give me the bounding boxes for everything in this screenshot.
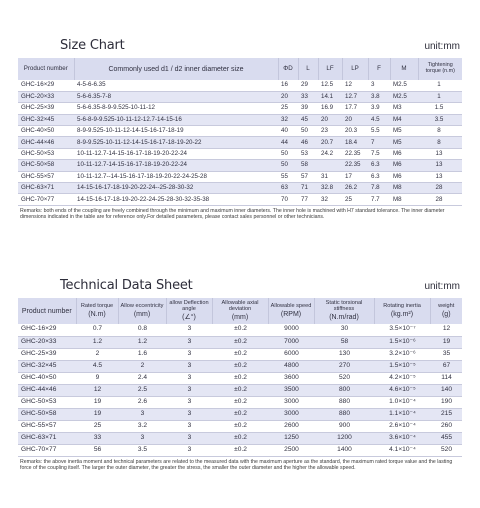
table-cell: 7.8 [368,183,390,194]
table-cell: 29 [298,80,318,91]
table-cell: 3 [166,444,212,456]
header-label: Allowable speed [270,302,312,309]
size-chart-body [18,80,462,205]
table-cell: 1 [418,91,462,102]
table-cell: ±0.2 [212,372,268,384]
table-cell: M5 [390,137,418,148]
table-cell: 3 [166,384,212,396]
size-chart-col-header: LF [318,58,342,80]
table-cell: 4.2×10⁻⁵ [374,372,430,384]
table-cell: 20 [318,114,342,125]
table-row [18,420,462,432]
size-chart-title: Size Chart [60,38,125,53]
table-cell: 44 [278,137,298,148]
table-cell: 8-9-9.525-10-11-12-14-15-16-17-18-19 [74,126,278,137]
table-row [18,372,462,384]
table-cell: 12 [430,324,462,336]
tech-sheet-col-header [118,298,166,324]
table-row [18,126,462,137]
table-cell: 25 [278,103,298,114]
table-cell: 12.7 [342,91,368,102]
table-cell: 25 [76,420,118,432]
tech-sheet-table [18,298,462,457]
size-chart-col-header: Tightening torque (n.m) [418,58,462,80]
table-cell: GHC-44×46 [18,384,76,396]
table-cell: 32.8 [318,183,342,194]
tech-sheet-body [18,324,462,456]
table-cell: 8 [418,137,462,148]
table-row [18,408,462,420]
size-chart-header [18,38,462,58]
table-cell: 19 [430,336,462,348]
table-cell: 35 [430,348,462,360]
table-row [18,384,462,396]
table-cell: 215 [430,408,462,420]
table-cell [318,160,342,171]
table-cell: 16.9 [318,103,342,114]
table-cell: 114 [430,372,462,384]
table-cell: M2.5 [390,91,418,102]
table-cell: 46 [298,137,318,148]
table-cell: GHC-50×53 [18,148,74,159]
table-cell: 2.4 [118,372,166,384]
table-row [18,194,462,205]
table-cell: 28 [418,183,462,194]
table-cell: GHC-40×50 [18,372,76,384]
table-cell: ±0.2 [212,360,268,372]
size-chart-remark: Remarks: both ends of the coupling are freely combined through the minimum and maximum inner diameters. The inner hole is machined with H7 standard tolerance. The inner diameter dimensions indicated in the table are for reference only.For detailed parameters, please contact sales personnel or other technicians. [20,207,445,221]
table-cell: 2.6×10⁻⁴ [374,420,430,432]
table-cell: 3.5 [418,114,462,125]
table-cell: 3 [368,80,390,91]
table-cell: 4.6×10⁻⁵ [374,384,430,396]
table-cell: 3.2 [118,420,166,432]
table-row [18,91,462,102]
table-cell: 5.5 [368,126,390,137]
table-cell: 900 [314,420,374,432]
table-row [18,336,462,348]
table-row [18,396,462,408]
table-cell: 0.8 [118,324,166,336]
table-cell: 3000 [268,396,314,408]
table-cell: 3 [166,396,212,408]
table-cell: GHC-50×53 [18,396,76,408]
table-cell: 130 [314,348,374,360]
table-cell: 13 [418,160,462,171]
table-cell: 3.6×10⁻⁴ [374,432,430,444]
table-cell: 12 [76,384,118,396]
table-cell: 3 [166,408,212,420]
tech-sheet-col-header [430,298,462,324]
table-cell: ±0.2 [212,444,268,456]
table-row [18,183,462,194]
table-cell: 1.5×10⁻⁶ [374,336,430,348]
size-chart-table [18,58,462,206]
tech-sheet-section [18,278,462,472]
table-cell: 9 [76,372,118,384]
table-cell: M8 [390,194,418,205]
tech-sheet-remark: Remarks: the above inertia moment and technical parameters are related to the measured data with the maximum aperture as the standard, the maximum rated torque value and the lasting force of the coupling itself. The larger the outer diameter, the greater the stress, the smaller the outer diameter and the higher the allowable speed. [20,458,453,472]
table-cell: 12 [342,80,368,91]
table-cell: 13 [418,171,462,182]
header-unit: (kg.m²) [390,311,414,319]
table-cell: 23 [318,126,342,137]
table-cell: 800 [314,384,374,396]
table-cell: GHC-32×45 [18,360,76,372]
table-cell: 8 [418,126,462,137]
size-chart-col-header: Commonly used d1 / d2 inner diameter size [74,58,278,80]
table-cell: GHC-40×50 [18,126,74,137]
table-cell: 3600 [268,372,314,384]
table-cell: 67 [430,360,462,372]
table-cell: 1.2 [76,336,118,348]
table-cell: ±0.2 [212,420,268,432]
table-cell: ±0.2 [212,348,268,360]
table-cell: 880 [314,408,374,420]
table-cell: 10-11-12.7--14-15-16-17-18-19-20-22-24-25-28 [74,171,278,182]
table-cell: 33 [298,91,318,102]
table-cell: 57 [298,171,318,182]
table-cell: 17.7 [342,103,368,114]
table-cell: 1.0×10⁻⁴ [374,396,430,408]
tech-sheet-header-row [18,298,462,324]
tech-sheet-col-header [166,298,212,324]
table-cell: 3 [166,336,212,348]
table-cell: 3000 [268,408,314,420]
table-cell: 13 [418,148,462,159]
table-cell: 0.7 [76,324,118,336]
tech-sheet-header [18,278,462,298]
table-cell: 4.1×10⁻⁴ [374,444,430,456]
table-cell: 32 [278,114,298,125]
table-cell: 31 [318,171,342,182]
header-label: Allow eccentricity [120,302,164,309]
table-cell: 2500 [268,444,314,456]
header-unit: (N.m) [88,311,106,319]
table-cell: M6 [390,148,418,159]
table-row [18,103,462,114]
table-cell: 10-11-12.7-14-15-16-17-18-19-20-22-24 [74,148,278,159]
table-cell: 9000 [268,324,314,336]
table-cell: GHC-16×29 [18,324,76,336]
table-cell: 3.2×10⁻⁶ [374,348,430,360]
table-cell: 3.5×10⁻⁷ [374,324,430,336]
table-cell: ±0.2 [212,396,268,408]
header-unit: (∠°) [182,314,196,322]
table-cell: 20 [342,114,368,125]
tech-sheet-title: Technical Data Sheet [60,278,193,293]
tech-sheet-col-header [212,298,268,324]
table-cell: M8 [390,183,418,194]
table-cell: 56 [76,444,118,456]
table-cell: 58 [298,160,318,171]
table-cell: 455 [430,432,462,444]
table-cell: 4.5 [76,360,118,372]
table-row [18,348,462,360]
table-cell: 20.3 [342,126,368,137]
size-chart-col-header: L [298,58,318,80]
header-unit: (RPM) [280,311,302,319]
table-cell: 3.9 [368,103,390,114]
table-cell: 25 [342,194,368,205]
table-cell: 3 [166,348,212,360]
tech-sheet-col-header [374,298,430,324]
table-cell: ±0.2 [212,336,268,348]
table-row [18,80,462,91]
table-cell: 3 [166,360,212,372]
table-cell: 71 [298,183,318,194]
table-cell: 70 [278,194,298,205]
tech-sheet-col-header [18,298,76,324]
table-cell: M6 [390,160,418,171]
table-cell: 2 [118,360,166,372]
table-cell: ±0.2 [212,384,268,396]
table-cell: 520 [430,444,462,456]
table-cell: GHC-16×29 [18,80,74,91]
table-cell: 1200 [314,432,374,444]
table-cell: 28 [418,194,462,205]
table-cell: 7.5 [368,148,390,159]
table-cell: 1.5 [418,103,462,114]
table-cell: 1.5×10⁻⁵ [374,360,430,372]
table-cell: 6.3 [368,160,390,171]
table-cell: GHC-25×39 [18,103,74,114]
table-cell: GHC-55×57 [18,171,74,182]
size-chart-col-header: LP [342,58,368,80]
table-cell: 22.35 [342,148,368,159]
header-label: Allowable axial deviation [221,299,259,312]
table-cell: 3.5 [118,444,166,456]
table-cell: 2 [76,348,118,360]
table-cell: GHC-20×33 [18,336,76,348]
table-cell: 7.7 [368,194,390,205]
table-cell: 2.5 [118,384,166,396]
size-chart-header-row [18,58,462,80]
header-label: weight [438,302,455,309]
table-cell: 50 [298,126,318,137]
table-cell: 140 [430,384,462,396]
table-cell: GHC-63×71 [18,432,76,444]
table-cell: M5 [390,126,418,137]
table-cell: 30 [314,324,374,336]
table-cell: 50 [278,148,298,159]
size-chart-col-header: M [390,58,418,80]
table-cell: 20.7 [318,137,342,148]
table-cell: 3 [166,420,212,432]
table-cell: ±0.2 [212,324,268,336]
table-cell: 5-6-6.35-7-8 [74,91,278,102]
table-cell: 55 [278,171,298,182]
table-cell: 270 [314,360,374,372]
table-cell: 7000 [268,336,314,348]
table-row [18,360,462,372]
size-chart-col-header: ΦD [278,58,298,80]
table-row [18,114,462,125]
size-chart-col-header: F [368,58,390,80]
table-cell: 58 [314,336,374,348]
table-cell: 32 [318,194,342,205]
table-cell: 50 [278,160,298,171]
table-cell: 77 [298,194,318,205]
table-cell: 880 [314,396,374,408]
table-cell: 190 [430,396,462,408]
table-cell: 6000 [268,348,314,360]
table-cell: 3 [166,432,212,444]
table-cell: 45 [298,114,318,125]
table-row [18,444,462,456]
table-cell: 5-6-8-9-9.525-10-11-12-12.7-14-15-16 [74,114,278,125]
table-cell: GHC-25×39 [18,348,76,360]
table-cell: 3 [118,408,166,420]
table-cell: 14.1 [318,91,342,102]
table-cell: 1.2 [118,336,166,348]
table-cell: 2600 [268,420,314,432]
table-cell: 8-9-9.525-10-11-12-14-15-16-17-18-19-20-22 [74,137,278,148]
table-cell: 40 [278,126,298,137]
table-cell: 3 [166,372,212,384]
size-chart-unit: unit:mm [424,41,460,52]
table-cell: 33 [76,432,118,444]
table-cell: 18.4 [342,137,368,148]
table-cell: 7 [368,137,390,148]
table-cell: ±0.2 [212,408,268,420]
table-cell: 19 [76,408,118,420]
size-chart-col-header: Product number [18,58,74,80]
table-cell: 4800 [268,360,314,372]
table-cell: 1 [418,80,462,91]
table-cell: 39 [298,103,318,114]
table-cell: 520 [314,372,374,384]
table-cell: 53 [298,148,318,159]
table-cell: GHC-20×33 [18,91,74,102]
table-cell: 260 [430,420,462,432]
table-cell: ±0.2 [212,432,268,444]
table-cell: 16 [278,80,298,91]
table-cell: 12.5 [318,80,342,91]
table-cell: 17 [342,171,368,182]
header-unit: (mm) [133,311,151,319]
table-cell: 3 [166,324,212,336]
table-cell: 20 [278,91,298,102]
table-cell: M6 [390,171,418,182]
table-row [18,324,462,336]
table-cell: 24.2 [318,148,342,159]
table-cell: GHC-63×71 [18,183,74,194]
table-cell: 14-15-16-17-18-19-20-22-24-25-28-30-32-35-38 [74,194,278,205]
header-label: Static torsional stiffness [325,299,363,312]
header-unit: (mm) [231,314,249,322]
table-cell: 3.8 [368,91,390,102]
table-cell: 3500 [268,384,314,396]
table-cell: 3 [118,432,166,444]
header-label: allow Deflection angle [169,299,209,312]
tech-sheet-col-header [76,298,118,324]
table-cell: 5-6-6.35-8-9-9.525-10-11-12 [74,103,278,114]
tech-sheet-col-header [268,298,314,324]
size-chart-section [18,38,462,221]
table-cell: 63 [278,183,298,194]
table-cell: 4-5-6-6.35 [74,80,278,91]
table-cell: 1400 [314,444,374,456]
header-label: Product number [21,307,72,315]
table-cell: 10-11-12.7-14-15-16-17-18-19-20-22-24 [74,160,278,171]
table-cell: M4 [390,114,418,125]
table-cell: 14-15-16-17-18-19-20-22-24--25-28-30-32 [74,183,278,194]
table-cell: GHC-50×58 [18,408,76,420]
table-cell: 1.6 [118,348,166,360]
table-row [18,160,462,171]
table-cell: 4.5 [368,114,390,125]
table-cell: 19 [76,396,118,408]
table-cell: GHC-55×57 [18,420,76,432]
header-unit: (g) [441,311,451,319]
table-cell: GHC-50×58 [18,160,74,171]
table-cell: GHC-70×77 [18,194,74,205]
table-cell: M2.5 [390,80,418,91]
table-row [18,148,462,159]
table-cell: 26.2 [342,183,368,194]
table-cell: 1.1×10⁻⁴ [374,408,430,420]
table-row [18,432,462,444]
header-label: Rotating inertia [383,302,421,309]
tech-sheet-unit: unit:mm [424,281,460,292]
tech-sheet-col-header [314,298,374,324]
header-unit: (N.m/rad) [329,314,359,322]
table-row [18,171,462,182]
table-cell: 6.3 [368,171,390,182]
table-cell: GHC-32×45 [18,114,74,125]
table-row [18,137,462,148]
table-cell: M3 [390,103,418,114]
table-cell: GHC-70×77 [18,444,76,456]
table-cell: GHC-44×46 [18,137,74,148]
table-cell: 22.35 [342,160,368,171]
header-label: Rated torque [80,302,114,309]
table-cell: 2.6 [118,396,166,408]
table-cell: 1250 [268,432,314,444]
